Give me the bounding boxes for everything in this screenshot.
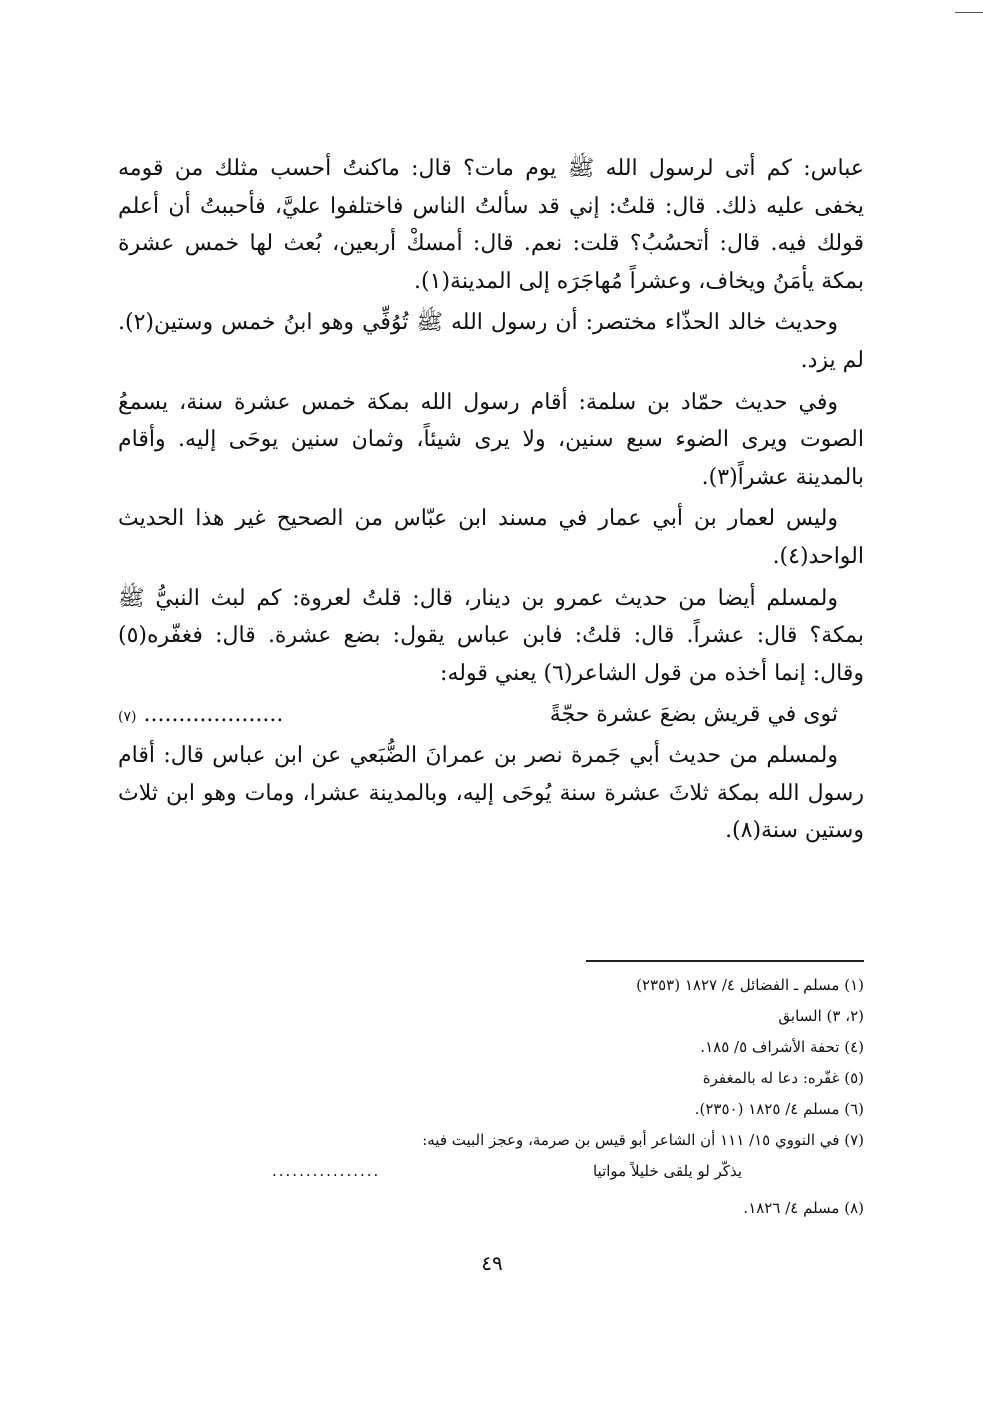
footnotes bbox=[270, 970, 864, 1224]
poetry-verse bbox=[118, 696, 864, 737]
page-number: ٤٩ bbox=[481, 1251, 503, 1275]
paragraph-6: ولمسلم من حديث أبي جَمرة نصر بن عمرانَ الضُّبَعي عن ابن عباس قال: أقام رسول الله بمكة ثلاثَ عشرة سنة يُوحَى إليه، وبالمدينة عشرا، ومات وهو ابن ثلاث وستين سنة(٨). bbox=[118, 742, 864, 844]
footnote-2-3: (٢، ٣) السابق bbox=[778, 1007, 864, 1025]
footnote-1: (١) مسلم ـ الفضائل ٤/ ١٨٢٧ (٢٣٥٣) bbox=[636, 976, 864, 994]
verse-footnote-ref: (٧) bbox=[118, 709, 137, 726]
footnote-verse-text: يذكّر لو يلقى خليلاً مواتيا bbox=[592, 1162, 742, 1180]
verse-dots: .................... bbox=[143, 702, 284, 728]
paragraph-4: وليس لعمار بن أبي عمار في مسند ابن عبّاس من الصحيح غير هذا الحديث الواحد(٤). bbox=[118, 506, 864, 569]
footnote-7-verse bbox=[272, 1156, 864, 1187]
scan-edge-mark bbox=[955, 12, 983, 13]
verse-ellipsis bbox=[118, 696, 283, 737]
main-text bbox=[118, 150, 864, 850]
footnote-divider bbox=[586, 960, 864, 962]
paragraph-5: ولمسلم أيضا من حديث عمرو بن دينار، قال: قلتُ لعروة: كم لبث النبيُّ ﷺ بمكة؟ قال: عشراً. قال: قلتُ: فابن عباس يقول: بضع عشرة. قال: فغفّره(٥) وقال: إنما أخذه من قول الشاعر(٦) يعني قوله: bbox=[118, 585, 864, 686]
footnote-5: (٥) غفّره: دعا له بالمغفرة bbox=[702, 1069, 864, 1087]
footnote-verse-dots: ................ bbox=[272, 1162, 381, 1180]
paragraph-1: عباس: كم أتى لرسول الله ﷺ يوم مات؟ قال: ماكنتُ أحسب مثلك من قومه يخفى عليه ذلك. قال: قلتُ: إني قد سألتُ الناس فاختلفوا عليَّ، فأحببتُ أن أعلم قولك فيه. قال: أتحسُبُ؟ قلت: نعم. قال: أمسكْ أربعين، بُعث لها خمس عشرة بمكة يأمَنُ ويخاف، وعشراً مُهاجَرَه إلى المدينة(١). bbox=[118, 156, 864, 294]
verse-text: ثوى في قريش بضعَ عشرة حجّةً bbox=[549, 702, 838, 728]
footnote-7: (٧) في النووي ١٥/ ١١١ أن الشاعر أبو قيس بن صرمة، وعجز البيت فيه: bbox=[422, 1131, 864, 1149]
paragraph-3: وفي حديث حمّاد بن سلمة: أقام رسول الله بمكة خمس عشرة سنة، يسمعُ الصوت ويرى الضوء سبع سنين، ولا يرى شيئاً، وثمان سنين يوحَى إليه. وأقام بالمدينة عشراً(٣). bbox=[118, 389, 864, 490]
footnote-8: (٨) مسلم ٤/ ١٨٢٦. bbox=[743, 1199, 864, 1217]
paragraph-2: وحديث خالد الحذّاء مختصر: أن رسول الله ﷺ تُوُفِّي وهو ابنُ خمس وستين(٢). لم يزد. bbox=[118, 310, 864, 373]
footnote-4: (٤) تحفة الأشراف ٥/ ١٨٥. bbox=[700, 1038, 864, 1056]
footnote-6: (٦) مسلم ٤/ ١٨٢٥ (٢٣٥٠). bbox=[694, 1100, 864, 1118]
